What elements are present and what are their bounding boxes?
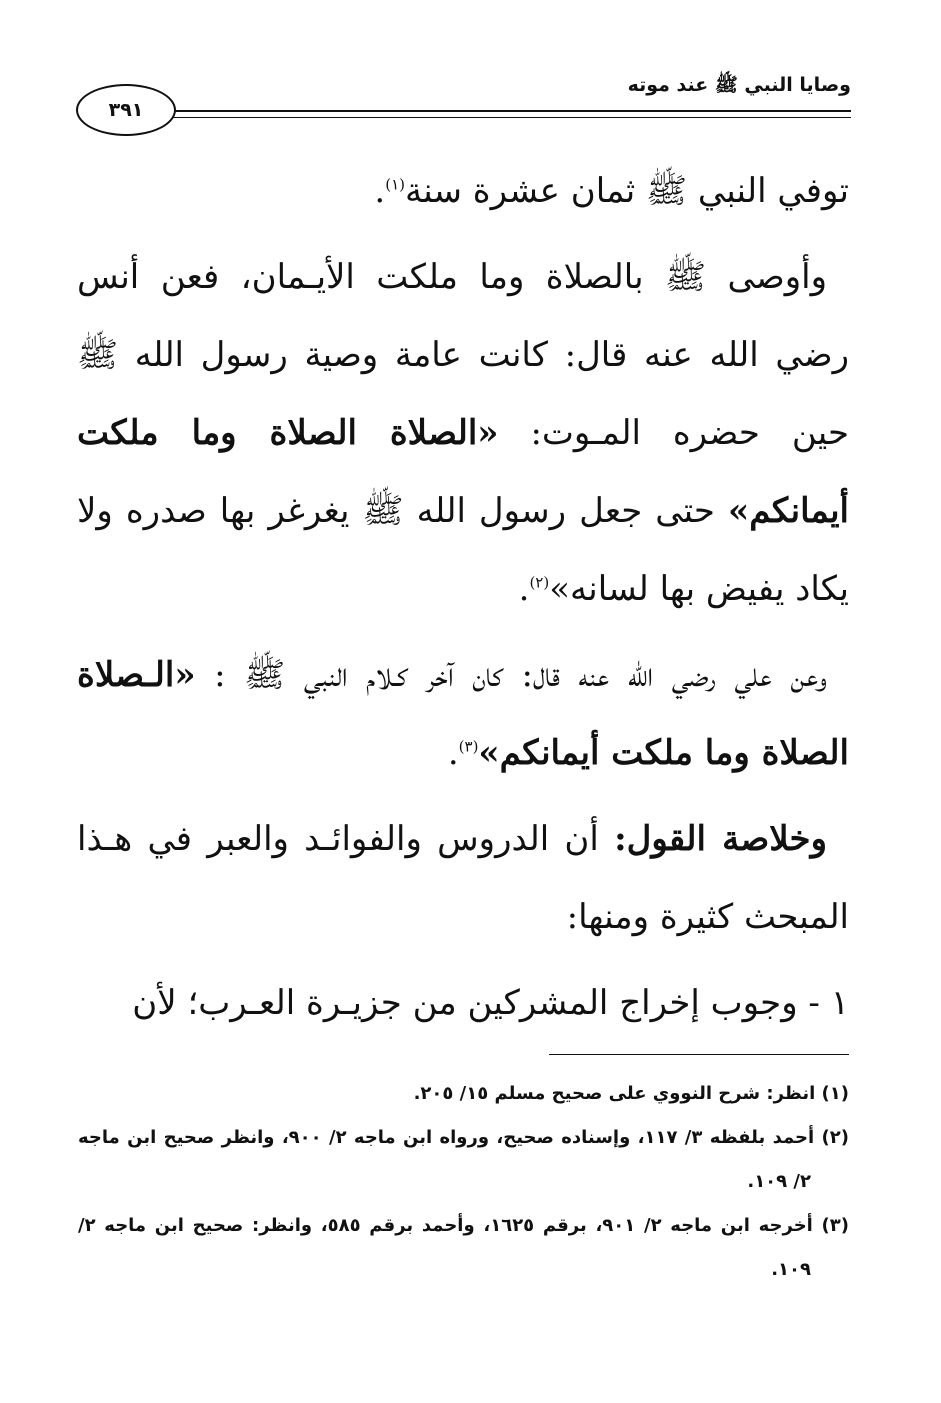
footnote-3: (٣) أخرجه ابن ماجه ٢/ ٩٠١، برقم ١٦٢٥، وأحمد برقم ٥٨٥، وانظر: صحيح ابن ماجه ٢/ ١٠٩. bbox=[78, 1215, 850, 1280]
paragraph-1-text: توفي النبي ﷺ ثمان عشرة سنة bbox=[404, 171, 849, 211]
body-text bbox=[77, 152, 849, 1042]
paragraph-1 bbox=[77, 152, 849, 230]
running-header-title: وصايا النبي ﷺ عند موته bbox=[627, 74, 851, 96]
paragraph-3-text: وعن علي رضي الله عنه قال: كان آخر كـلام النبي ﷺ : bbox=[195, 655, 827, 695]
paragraph-3-end: . bbox=[447, 733, 459, 773]
paragraph-4 bbox=[77, 800, 849, 956]
footnote-ref-1: (١) bbox=[385, 175, 405, 194]
footnotes bbox=[78, 1072, 849, 1292]
paragraph-2-text-a: وأوصى ﷺ بالصلاة وما ملكت الأيـمان، فعن أنس رضي الله عنه قال: كانت عامة وصية رسول الله ﷺ حين حضره المـوت: bbox=[77, 257, 849, 453]
page-number: ٣٩١ bbox=[76, 84, 176, 136]
paragraph-4-bold: وخلاصة القول: bbox=[614, 819, 827, 859]
paragraph-4-text: أن الدروس والفوائـد والعبر في هـذا المبحث كثيرة ومنها: bbox=[77, 819, 849, 937]
paragraph-2-text-b: حتى جعل رسول الله ﷺ يغرغر بها صدره ولا يكاد يفيض بها لسانه» bbox=[77, 491, 849, 609]
paragraph-3 bbox=[77, 636, 849, 792]
paragraph-2 bbox=[77, 238, 849, 628]
footnote-ref-2: (٢) bbox=[529, 573, 550, 592]
footnote-2: (٢) أحمد بلفظه ٣/ ١١٧، وإسناده صحيح، ورواه ابن ماجه ٢/ ٩٠٠، وانظر صحيح ابن ماجه ٢/ ١٠٩. bbox=[78, 1127, 849, 1192]
footnote-1: (١) انظر: شرح النووي على صحيح مسلم ١٥/ ٢٠٥. bbox=[413, 1083, 849, 1104]
footnote-ref-3: (٣) bbox=[458, 737, 479, 756]
paragraph-3-bold: «الـصلاة الصلاة وما ملكت أيمانكم» bbox=[77, 655, 849, 773]
footnote-separator bbox=[549, 1054, 849, 1055]
paragraph-5: ١ - وجوب إخراج المشركين من جزيـرة العـرب؛ لأن bbox=[132, 983, 849, 1023]
paragraph-1-end: . bbox=[374, 171, 386, 211]
paragraph-2-end: . bbox=[518, 569, 530, 609]
paragraph-2-bold: «الصلاة الصلاة وما ملكت أيمانكم» bbox=[77, 413, 849, 531]
header-rule-thick bbox=[170, 110, 851, 112]
header-rule-thin bbox=[170, 117, 851, 118]
